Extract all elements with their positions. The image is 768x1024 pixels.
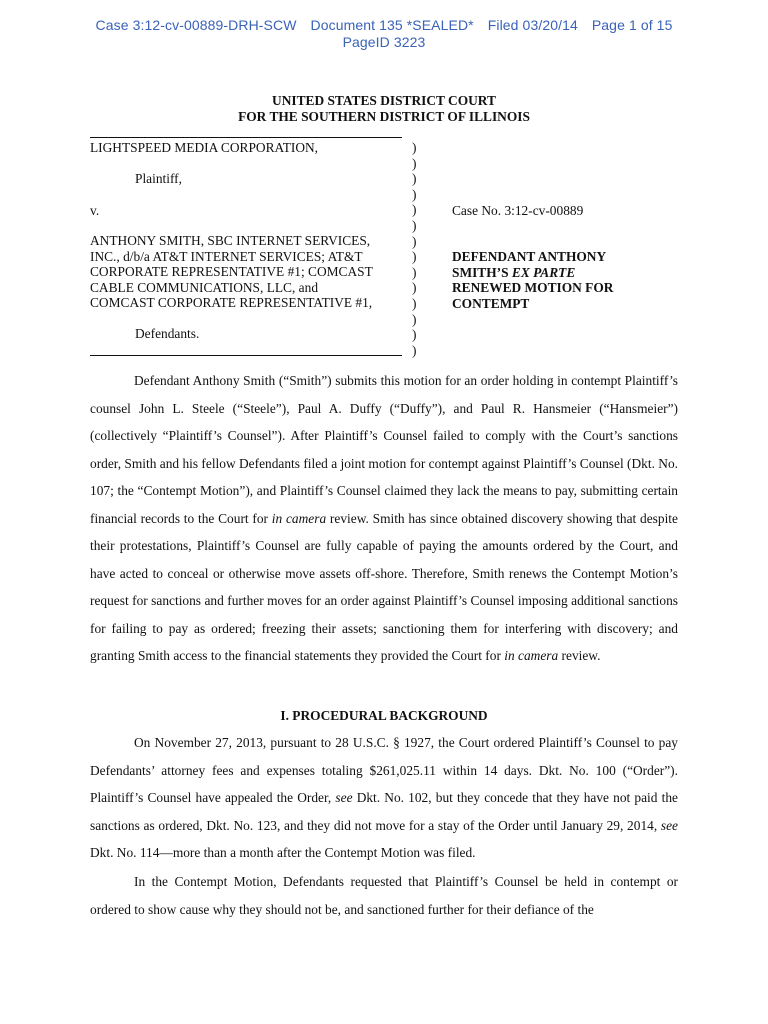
case-number-header: Case 3:12-cv-00889-DRH-SCW (95, 17, 297, 33)
page-count-header: Page 1 of 15 (591, 17, 673, 33)
intro-paragraph: Defendant Anthony Smith (“Smith”) submits this motion for an order holding in contempt Plaintiff’s counsel John L. Steele (“Steele”), Paul A. Duffy (“Duffy”), and Paul R. Hansmeier (“Hansmeier”) (collectively “Plaintiff’s Counsel”). After Plaintiff’s Counsel failed to comply with the Court’s sanctions order, Smith and his fellow Defendants filed a joint motion for contempt against Plaintiff’s Counsel (Dkt. No. 107; the “Contempt Motion”), and Plaintiff’s Counsel claimed they lack the means to pay, submitting certain financial records to the Court for in camera review. Smith has since obtained discovery showing that despite their protestations, Plaintiff’s Counsel are fully capable of paying the amounts ordered by the Court, and have acted to conceal or otherwise move assets off-shore. Therefore, Smith renews the Contempt Motion’s request for sanctions and further moves for an order against Plaintiff’s Counsel imposing additional sanctions for failing to pay as ordered; freezing their assets; sanctioning them for interfering with discovery; and granting Smith access to the financial statements they provided the Court for in camera review. (90, 373, 678, 663)
defendants-list (90, 233, 408, 311)
caption-parentheses: ) ) ) ) ) ) ) ) ) ) ) ) ) ) (412, 140, 417, 358)
page-id-header: PageID 3223 (342, 34, 426, 50)
defendants-line: CABLE COMMUNICATIONS, LLC, and (90, 279, 319, 295)
court-heading (0, 93, 768, 125)
court-district: FOR THE SOUTHERN DISTRICT OF ILLINOIS (238, 109, 530, 124)
ecf-header (0, 17, 768, 51)
defendants-line: INC., d/b/a AT&T INTERNET SERVICES; AT&T (90, 248, 363, 264)
versus-label: v. (90, 203, 100, 218)
caption-top-rule (90, 137, 402, 138)
plaintiff-name: LIGHTSPEED MEDIA CORPORATION, (90, 140, 319, 155)
contempt-paragraph: In the Contempt Motion, Defendants requested that Plaintiff’s Counsel be held in contempt or ordered to show cause why they should not be, and sanctioned further for their defiance of the (90, 874, 678, 917)
court-name: UNITED STATES DISTRICT COURT (272, 93, 496, 108)
caption-bottom-rule (90, 355, 402, 356)
case-caption (90, 133, 690, 363)
filed-date-header: Filed 03/20/14 (487, 17, 578, 33)
procedural-paragraph: On November 27, 2013, pursuant to 28 U.S.C. § 1927, the Court ordered Plaintiff’s Counsel to pay Defendants’ attorney fees and expenses totaling $261,025.11 within 14 days. Dkt. No. 100 (“Order”). Plaintiff’s Counsel have appealed the Order, see Dkt. No. 102, but they concede that they have not paid the sanctions as ordered, Dkt. No. 123, and they did not move for a stay of the Order until January 29, 2014, see Dkt. No. 114—more than a month after the Contempt Motion was filed. (90, 735, 678, 860)
motion-title: DEFENDANT ANTHONY SMITH’S EX PARTE RENEWED MOTION FOR CONTEMPT (452, 249, 614, 311)
section-heading: I. PROCEDURAL BACKGROUND (280, 708, 488, 723)
defendants-line: CORPORATE REPRESENTATIVE #1; COMCAST (90, 264, 373, 279)
case-number: Case No. 3:12-cv-00889 (452, 203, 584, 218)
document-number-header: Document 135 *SEALED* (310, 17, 474, 33)
defendants-line: ANTHONY SMITH, SBC INTERNET SERVICES, (90, 233, 371, 248)
defendants-line: COMCAST CORPORATE REPRESENTATIVE #1, (90, 295, 373, 310)
defendants-label: Defendants. (135, 326, 200, 341)
plaintiff-label: Plaintiff, (135, 171, 182, 186)
